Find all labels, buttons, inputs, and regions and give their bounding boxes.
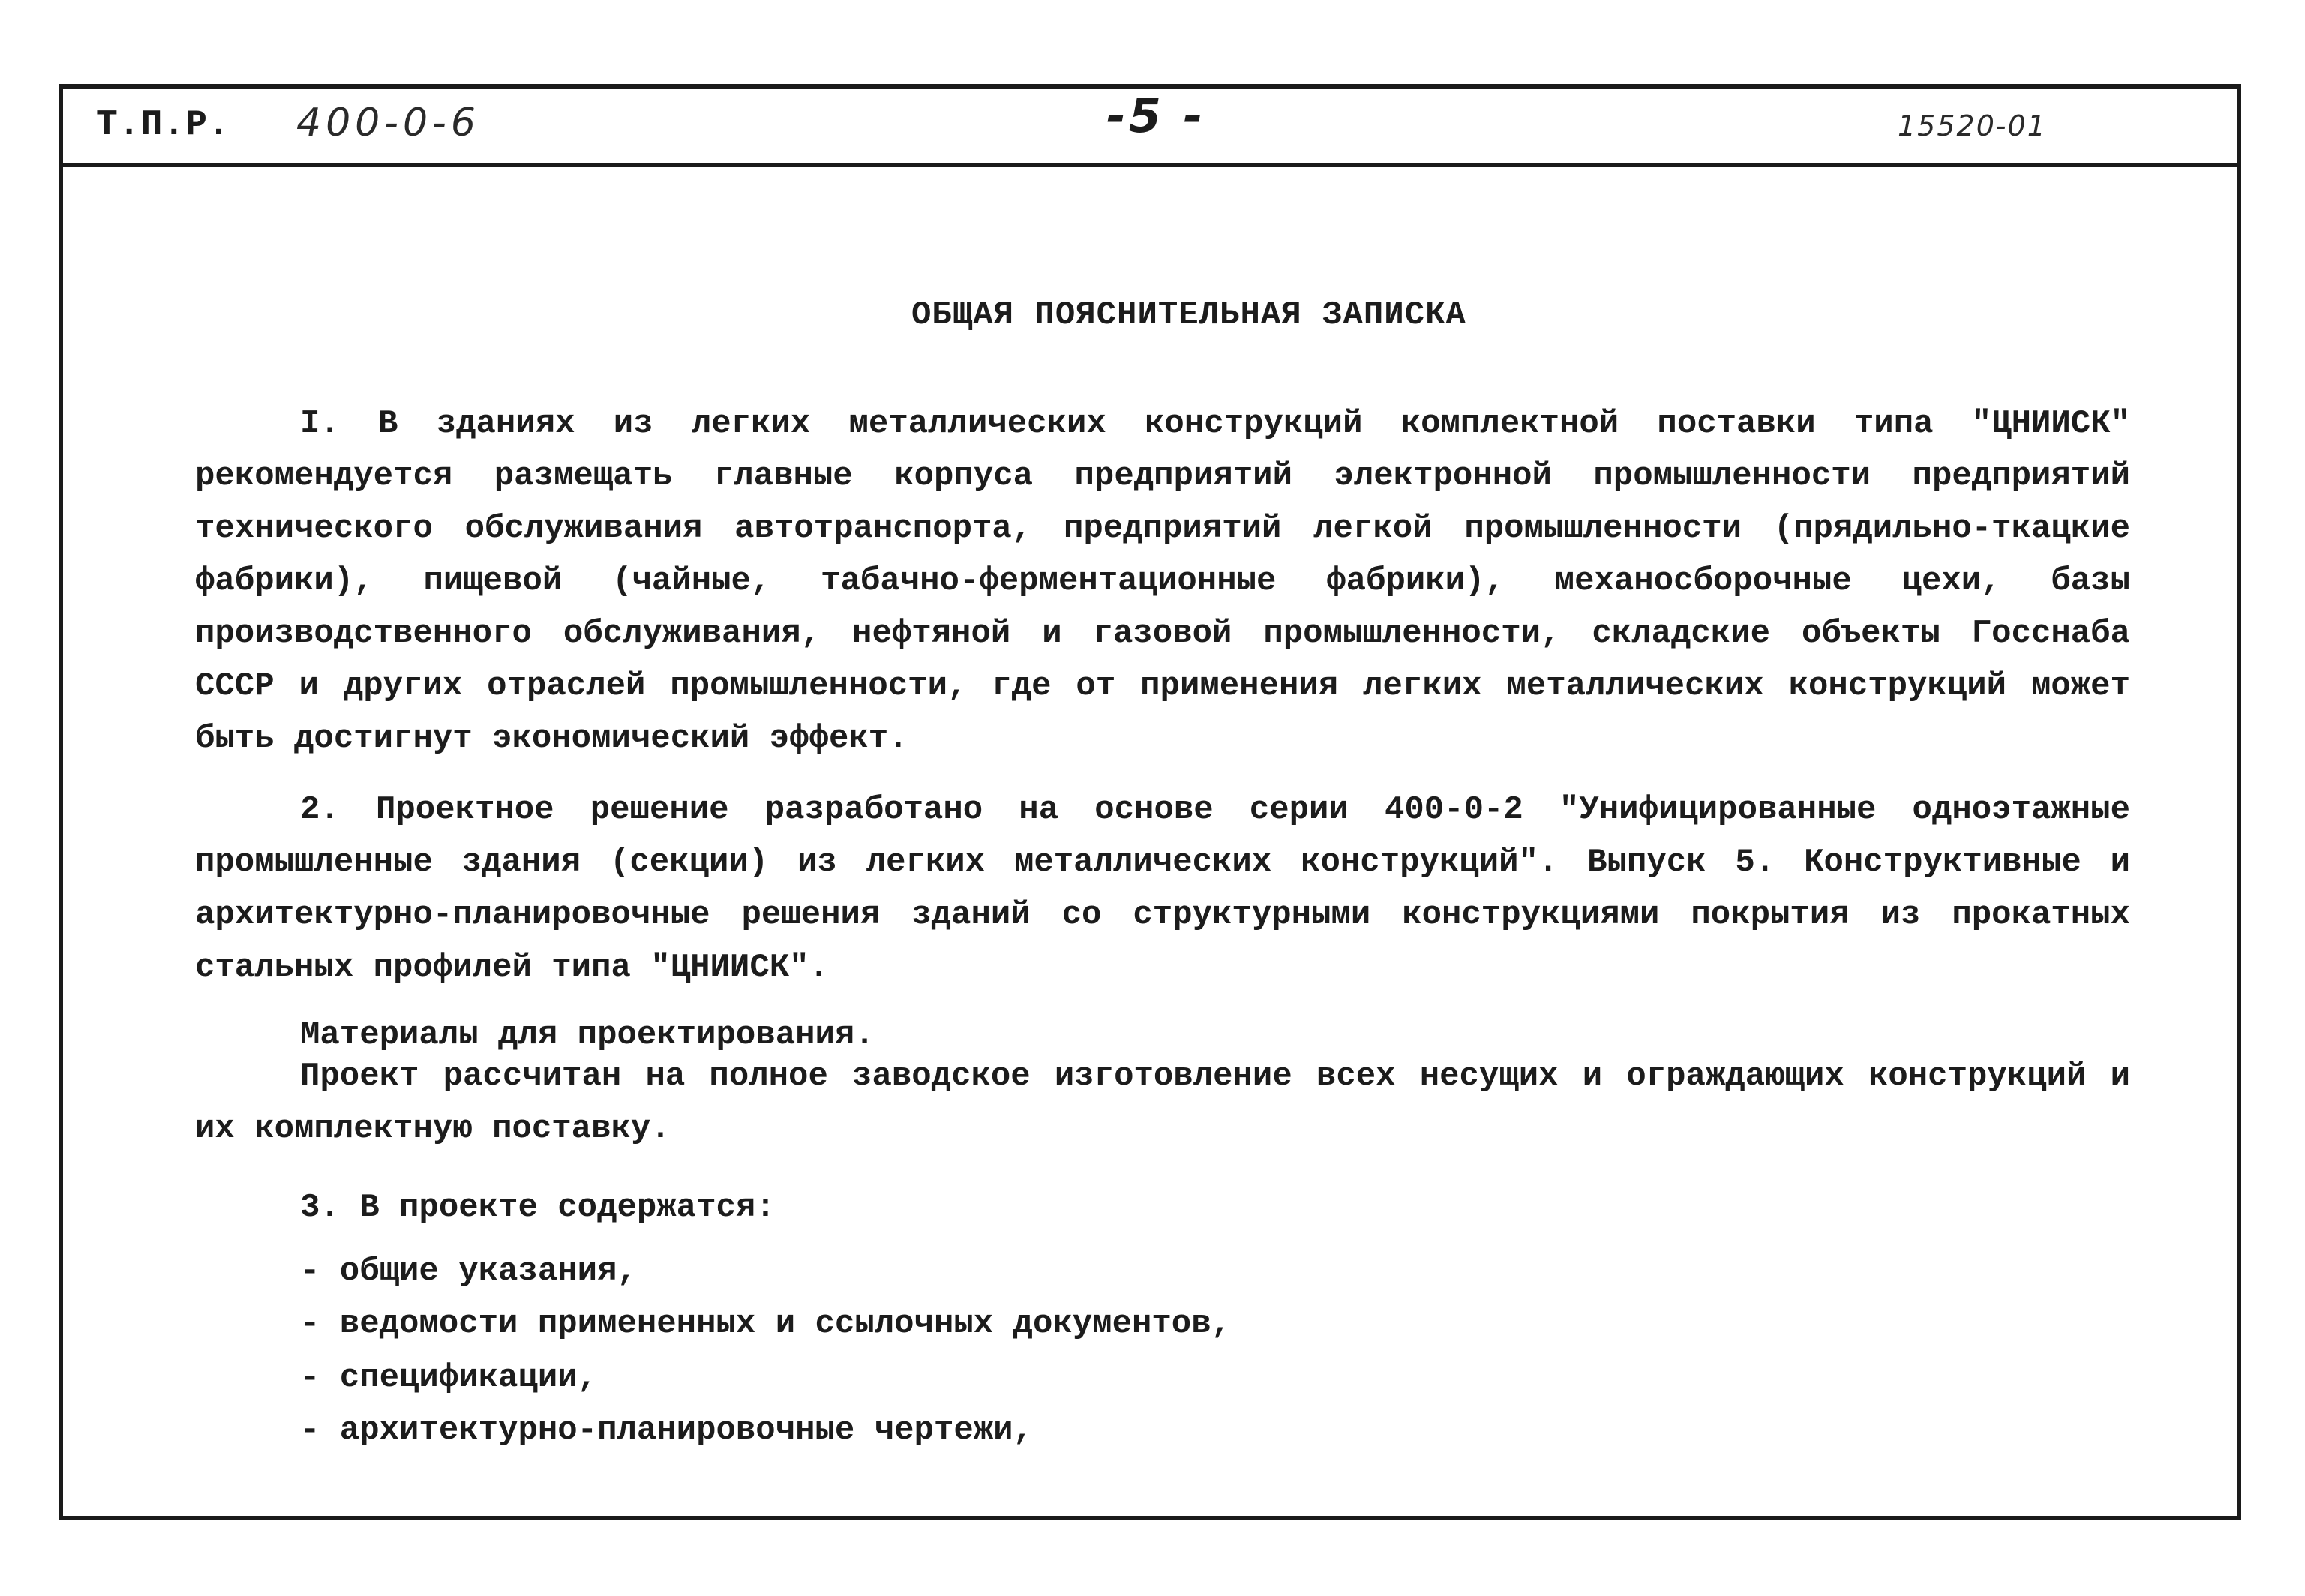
list-item: - спецификации, — [300, 1359, 598, 1396]
page-number: -5 - — [1106, 88, 1206, 143]
list-item: - ведомости примененных и ссылочных документов, — [300, 1305, 1232, 1342]
header-divider — [63, 164, 2237, 167]
series-type: Т.П.Р. — [96, 105, 230, 146]
document-title: ОБЩАЯ ПОЯСНИТЕЛЬНАЯ ЗАПИСКА — [911, 296, 1466, 334]
paragraph-1: I. В зданиях из легких металлических конструкций комплектной поставки типа "ЦНИИСК" рекомендуется размещать главные корпуса предприятий электронной промышленности предприятий технического обслуживания автотранспорта, предприятий легкой промышленности (прядильно-ткацкие фабрики), пищевой (чайные, табачно-ферментационные фабрики), механосборочные цехи, базы производственного обслуживания, нефтяной и газовой промышленности, складские объекты Госснаба СССР и других отраслей промышленности, где от применения легких металлических конструкций может быть достигнут экономический эффект. — [195, 405, 2130, 758]
paragraph-2: 2. Проектное решение разработано на основе серии 400-0-2 "Унифицированные одноэтажные промышленные здания (секции) из легких металлических конструкций". Выпуск 5. Конструктивные и архитектурно-планировочные решения зданий со структурными конструкциями покрытия из прокатных стальных профилей типа "ЦНИИСК". — [195, 791, 2130, 986]
series-number: 400-0-6 — [296, 100, 480, 146]
list-item: - архитектурно-планировочные чертежи, — [300, 1412, 1033, 1449]
contents-heading: 3. В проекте содержатся: — [300, 1189, 776, 1226]
list-item: - общие указания, — [300, 1252, 637, 1290]
document-code: 15520-01 — [1898, 110, 2047, 142]
materials-heading: Материалы для проектирования. — [300, 1016, 875, 1054]
materials-text: Проект рассчитан на полное заводское изготовление всех несущих и ограждающих конструкций и их комплектную поставку. — [195, 1058, 2130, 1148]
